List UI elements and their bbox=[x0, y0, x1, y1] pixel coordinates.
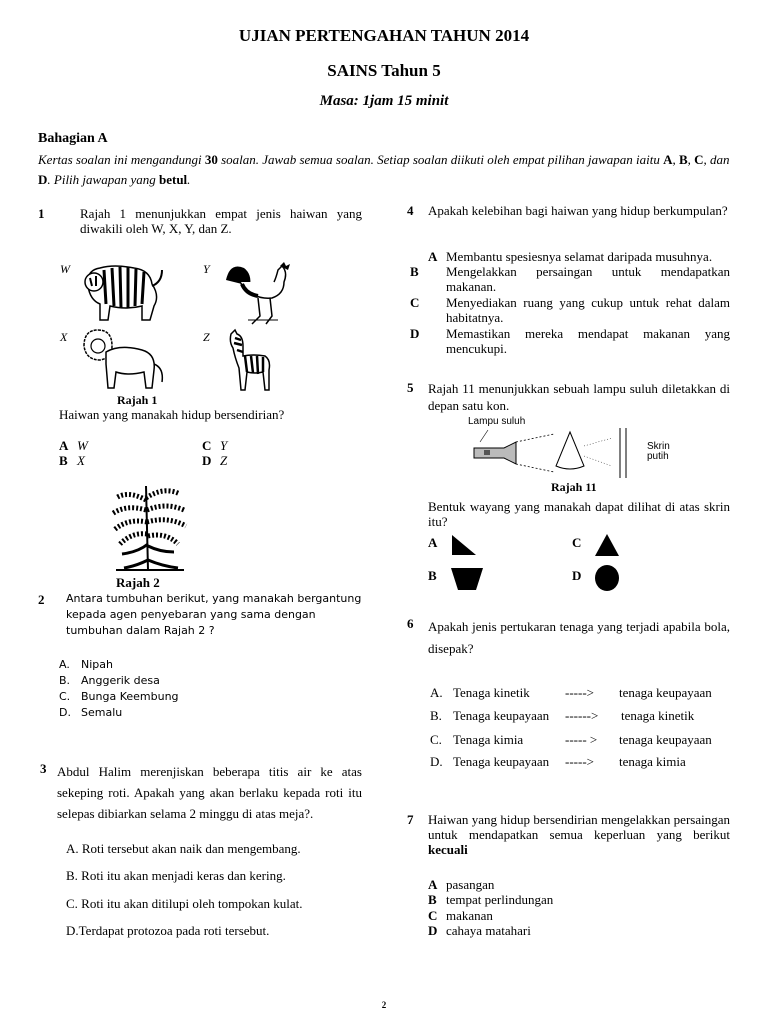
q4-text: Apakah kelebihan bagi haiwan yang hidup berkumpulan? bbox=[428, 203, 728, 218]
q7-number: 7 bbox=[407, 812, 414, 827]
q3-option-c[interactable]: C. Roti itu akan ditilupi oleh tompokan kulat. bbox=[66, 896, 303, 911]
lion-illustration bbox=[80, 324, 166, 394]
q4-option-a[interactable]: A Membantu spesiesnya selamat daripada musuhnya. bbox=[428, 249, 713, 264]
q7-option-d[interactable]: D cahaya matahari bbox=[428, 923, 531, 938]
q5-number: 5 bbox=[407, 380, 414, 395]
q1-option-a[interactable]: A W bbox=[59, 438, 88, 453]
q5-option-a[interactable]: A bbox=[428, 535, 438, 550]
q5-question: Bentuk wayang yang manakah dapat dilihat di atas skrin itu? bbox=[428, 499, 730, 529]
q3-option-b[interactable]: B. Roti itu akan menjadi keras dan kering. bbox=[66, 868, 286, 883]
q2-option-d[interactable]: D. Semalu bbox=[59, 706, 123, 719]
subject-title: SAINS Tahun 5 bbox=[327, 61, 441, 80]
q5-figure-caption: Rajah 11 bbox=[551, 480, 597, 494]
zebra-illustration bbox=[225, 328, 275, 394]
q7-option-b[interactable]: B tempat perlindungan bbox=[428, 892, 554, 907]
trapezoid-shape[interactable] bbox=[450, 566, 484, 592]
q1-label-w: W bbox=[60, 262, 70, 276]
q7-text: Haiwan yang hidup bersendirian mengelakkan persaingan untuk mendapatkan semua keperluan yang berikut kecuali bbox=[428, 812, 730, 857]
circle-shape[interactable] bbox=[594, 564, 620, 592]
q2-option-c[interactable]: C. Bunga Keembung bbox=[59, 690, 179, 703]
q2-option-a[interactable]: A. Nipah bbox=[59, 658, 113, 671]
section-title: Bahagian A bbox=[38, 131, 108, 146]
q5-option-b[interactable]: B bbox=[428, 568, 437, 583]
lamp-label: Lampu suluh bbox=[468, 416, 526, 427]
q2-figure-caption: Rajah 2 bbox=[116, 575, 160, 590]
q1-label-z: Z bbox=[203, 330, 210, 344]
page-number: 2 bbox=[381, 1000, 387, 1010]
q7-option-a[interactable]: A pasangan bbox=[428, 877, 495, 892]
section-instructions: Kertas soalan ini mengandungi 30 soalan. Jawab semua soalan. Setiap soalan diikuti oleh empat pilihan jawapan iaitu A, B, C, dan D. Pilih jawapan yang betul. bbox=[38, 152, 730, 187]
right-triangle-shape[interactable] bbox=[450, 533, 478, 557]
duration: Masa: 1jam 15 minit bbox=[319, 93, 449, 109]
q5-option-d[interactable]: D bbox=[572, 568, 582, 583]
q1-number: 1 bbox=[38, 206, 45, 221]
fern-illustration bbox=[108, 480, 190, 574]
q2-option-b[interactable]: B. Anggerik desa bbox=[59, 674, 160, 687]
q1-option-c[interactable]: C Y bbox=[202, 438, 228, 453]
q1-figure-caption: Rajah 1 bbox=[117, 393, 158, 407]
q4-option-c[interactable]: C Menyediakan ruang yang cukup untuk rehat dalam habitatnya. bbox=[410, 295, 730, 325]
q1-option-d[interactable]: D Z bbox=[202, 453, 228, 468]
q3-number: 3 bbox=[40, 761, 47, 776]
q4-option-b[interactable]: B Mengelakkan persaingan untuk mendapatkan makanan. bbox=[410, 264, 730, 294]
q5-option-c[interactable]: C bbox=[572, 535, 582, 550]
flashlight-cone-diagram bbox=[470, 428, 630, 478]
q3-option-a[interactable]: A. Roti tersebut akan naik dan mengembang. bbox=[66, 841, 301, 856]
q2-text: Antara tumbuhan berikut, yang manakah bergantung kepada agen penyebaran yang sama dengan tumbuhan dalam Rajah 2 ? bbox=[66, 592, 362, 637]
exam-title: UJIAN PERTENGAHAN TAHUN 2014 bbox=[238, 26, 530, 45]
tiger-illustration bbox=[80, 256, 164, 324]
triangle-shape[interactable] bbox=[594, 533, 620, 557]
q3-option-d[interactable]: D.Terdapat protozoa pada roti tersebut. bbox=[66, 923, 270, 938]
q5-text: Rajah 11 menunjukkan sebuah lampu suluh diletakkan di depan satu kon. bbox=[428, 381, 730, 413]
q4-number: 4 bbox=[407, 203, 414, 218]
q2-number: 2 bbox=[38, 592, 45, 607]
q7-option-c[interactable]: C makanan bbox=[428, 908, 493, 923]
q1-question: Haiwan yang manakah hidup bersendirian? bbox=[59, 407, 285, 422]
q6-number: 6 bbox=[407, 616, 414, 631]
q1-option-b[interactable]: B X bbox=[59, 453, 85, 468]
q6-text: Apakah jenis pertukaran tenaga yang terjadi apabila bola, disepak? bbox=[428, 619, 730, 656]
screen-label: Skrin putih bbox=[647, 441, 670, 462]
q1-text: Rajah 1 menunjukkan empat jenis haiwan yang diwakili oleh W, X, Y, dan Z. bbox=[80, 206, 362, 236]
q4-option-d[interactable]: D Memastikan mereka mendapat makanan yang mencukupi. bbox=[410, 326, 730, 356]
q1-label-y: Y bbox=[203, 262, 210, 276]
rooster-illustration bbox=[222, 260, 296, 328]
q1-label-x: X bbox=[60, 330, 68, 344]
q3-text: Abdul Halim merenjiskan beberapa titis air ke atas sekeping roti. Apakah yang akan berlaku kepada roti itu selepas dibiarkan selama 2 minggu di atas meja?. bbox=[57, 764, 362, 821]
